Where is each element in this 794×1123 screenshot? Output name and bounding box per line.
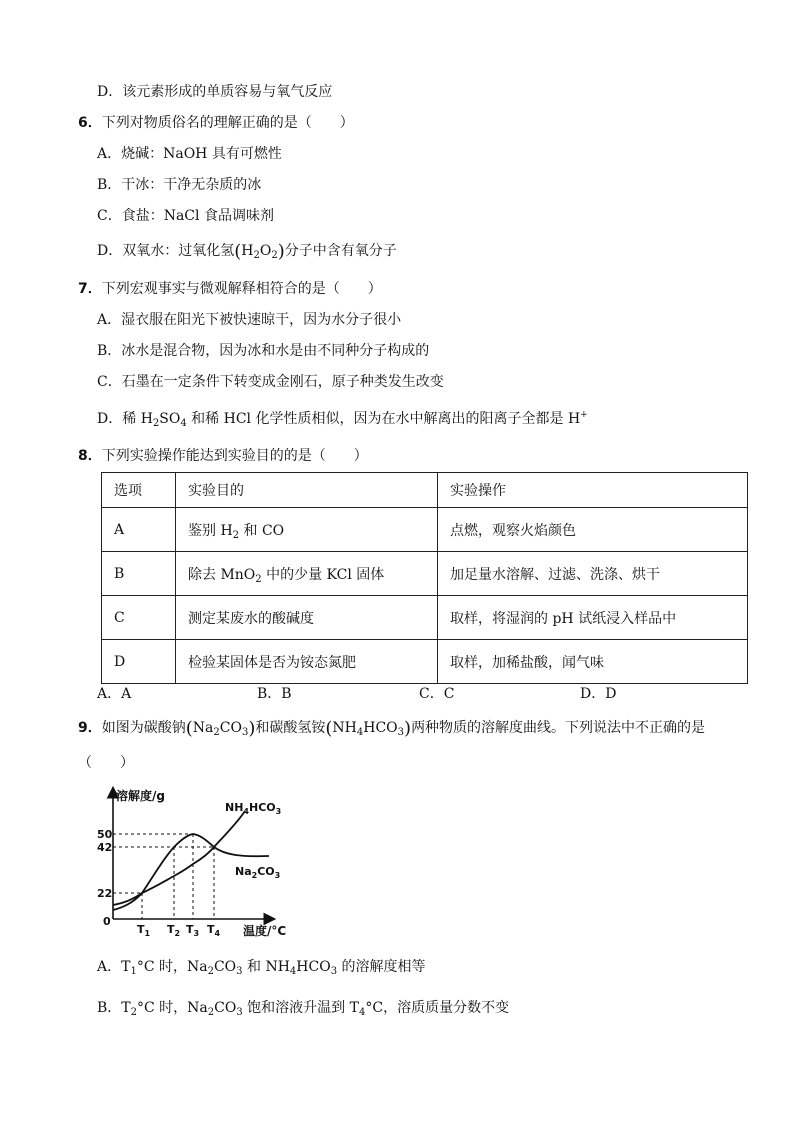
table-row: [102, 596, 748, 640]
row-operation: 取样，加稀盐酸，闻气味: [438, 640, 748, 684]
q6-text: 下列对物质俗名的理解正确的是（ ）: [101, 115, 354, 131]
q6-number: 6．: [78, 115, 102, 131]
x-tick-t2: $T_2$: [167, 923, 181, 938]
q8-number: 8．: [78, 448, 102, 464]
q9-option-a: A．$T_1^\circ C$ 时，$Na_2CO_3$ 和 $NH_4HCO_3$ 的溶解度相等: [97, 959, 426, 977]
row-option: A: [102, 508, 176, 552]
q7-option-b: B．冰水是混合物，因为冰和水是由不同种分子构成的: [97, 343, 430, 359]
q9-stem: 9．如图为碳酸钠$(Na_2CO_3)$和碳酸氢铵$(NH_4HCO_3)$两种物质的溶解度曲线。下列说法中不正确的是: [78, 718, 706, 739]
q7-option-a: A．湿衣服在阳光下被快速晾干，因为水分子很小: [97, 312, 402, 328]
q8-text: 下列实验操作能达到实验目的的是（ ）: [101, 448, 368, 464]
q8-choice-c: C．C: [419, 686, 455, 702]
y-tick-42: 42: [97, 841, 113, 854]
table-header-row: [102, 473, 748, 508]
q7-number: 7．: [78, 281, 102, 297]
q7-stem: [78, 279, 382, 299]
q9-number: 9．: [78, 720, 102, 736]
row-purpose: 除去 MnO$_2$ 中的少量 KCl 固体: [176, 552, 438, 596]
row-purpose: 检验某固体是否为铵态氮肥: [176, 640, 438, 684]
series-label-nh4hco3: $NH_4HCO_3$: [225, 801, 282, 816]
table-row: [102, 640, 748, 684]
y-tick-22: 22: [97, 887, 113, 900]
experiment-table: [101, 472, 748, 684]
table-row: [102, 552, 748, 596]
q7-option-c: C．石墨在一定条件下转变成金刚石，原子种类发生改变: [97, 374, 444, 390]
row-operation: 加足量水溶解、过滤、洗涤、烘干: [438, 552, 748, 596]
row-operation: 取样，将湿润的 pH 试纸浸入样品中: [438, 596, 748, 640]
q8-choice-b: B．B: [257, 686, 292, 702]
q7-option-d: D．稀 $H_2SO_4$ 和稀 HCl 化学性质相似，因为在水中解离出的阳离子全都是 H+: [97, 410, 588, 429]
q8-choices: [97, 683, 697, 703]
x-axis-label: 温度/°C: [243, 924, 287, 938]
x-tick-t3: $T_3$: [186, 923, 200, 938]
row-option: B: [102, 552, 176, 596]
q8-stem: [78, 446, 368, 466]
y-axis-label: 溶解度/g: [116, 789, 165, 803]
q9-paren: （ ）: [78, 755, 134, 771]
q9-option-b: B．$T_2^\circ C$ 时，$Na_2CO_3$ 饱和溶液升温到 $T_4^\circ C$，溶质质量分数不变: [97, 1000, 510, 1018]
q5-option-d: D．该元素形成的单质容易与氧气反应: [97, 84, 333, 100]
q8-choice-d: D．D: [580, 686, 617, 702]
row-purpose: 测定某废水的酸碱度: [176, 596, 438, 640]
x-tick-t4: $T_4$: [207, 923, 221, 938]
header-operation: 实验操作: [438, 473, 748, 508]
header-option: 选项: [102, 473, 176, 508]
q8-choice-a: A．A: [97, 686, 132, 702]
q6-stem: [78, 113, 354, 133]
origin-label: 0: [103, 915, 111, 928]
q7-text: 下列宏观事实与微观解释相符合的是（ ）: [101, 281, 382, 297]
q6-option-a: A．烧碱：NaOH 具有可燃性: [97, 146, 282, 162]
y-tick-50: 50: [97, 828, 113, 841]
header-purpose: 实验目的: [176, 473, 438, 508]
q6-option-d: D．双氧水：过氧化氢$(H_2O_2)$分子中含有氧分子: [97, 241, 397, 262]
row-purpose: 鉴别 $H_2$ 和 CO: [176, 508, 438, 552]
row-option: C: [102, 596, 176, 640]
table-row: [102, 508, 748, 552]
row-option: D: [102, 640, 176, 684]
x-tick-t1: $T_1$: [137, 923, 151, 938]
q6-option-c: C．食盐：NaCl 食品调味剂: [97, 208, 274, 224]
solubility-chart: [95, 783, 310, 943]
row-operation: 点燃，观察火焰颜色: [438, 508, 748, 552]
series-label-na2co3: $Na_2CO_3$: [235, 865, 281, 880]
nh4hco3-curve: [113, 811, 245, 905]
q6-option-b: B．干冰：干净无杂质的冰: [97, 177, 262, 193]
